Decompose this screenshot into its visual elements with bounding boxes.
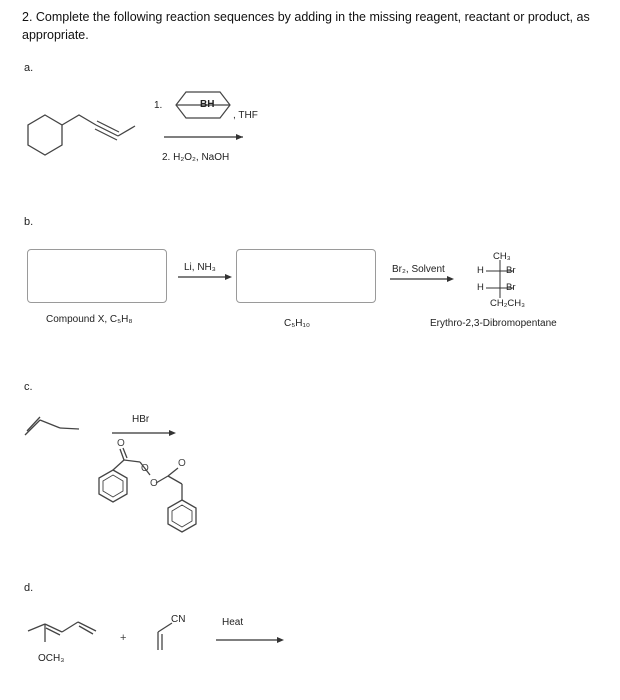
methoxy-diene-structure: [28, 622, 96, 642]
fischer-row2-right: Br: [506, 282, 516, 293]
part-b-reagent1: Li, NH₃: [184, 262, 216, 273]
part-d-scheme: [0, 605, 620, 665]
acrylonitrile-structure: [158, 623, 172, 650]
terminal-methyl: [118, 126, 135, 136]
fischer-row1-left: H: [477, 265, 484, 276]
svg-text:O: O: [141, 463, 149, 474]
svg-text:O: O: [117, 438, 125, 449]
alkyne-triple-bond: [95, 121, 119, 140]
cyclohexane-ring: [28, 115, 62, 155]
part-a-thf-label: , THF: [233, 110, 258, 121]
fischer-row2-left: H: [477, 282, 484, 293]
part-c-scheme: [0, 400, 620, 550]
compound-x-caption: Compound X, C₅H₈: [46, 314, 133, 325]
part-a-borane-label: BH: [200, 99, 215, 110]
part-a-step1-number: 1.: [154, 100, 163, 111]
svg-text:O: O: [178, 458, 186, 469]
fischer-top: CH₃: [493, 251, 511, 262]
question-text: 2. Complete the following reaction sequences by adding in the missing reagent, reactant or product, as appropriate.: [22, 10, 590, 42]
part-c-label: c.: [24, 381, 33, 393]
methoxy-label: OCH₃: [38, 653, 65, 664]
alkyl-chain: [62, 115, 96, 125]
part-b-arrow-1: [176, 272, 236, 282]
svg-text:O: O: [150, 478, 158, 489]
part-d-label: d.: [24, 582, 34, 594]
part-a-label: a.: [24, 62, 34, 74]
answer-box-compound-x[interactable]: [27, 249, 167, 303]
nitrile-label: CN: [171, 614, 186, 625]
part-c-reagent: HBr: [132, 414, 150, 425]
butene-structure: [25, 417, 79, 435]
answer-box-intermediate[interactable]: [236, 249, 376, 303]
part-a-scheme: [0, 80, 620, 180]
part-b-reagent2: Br₂, Solvent: [392, 264, 445, 275]
fischer-row1-right: Br: [506, 265, 516, 276]
part-b-label: b.: [24, 216, 34, 228]
fischer-bottom: CH₂CH₃: [490, 298, 525, 309]
intermediate-caption: C₅H₁₀: [284, 318, 310, 329]
product-name: Erythro-2,3-Dibromopentane: [430, 318, 557, 329]
plus-sign: +: [120, 632, 127, 644]
part-a-step2: 2. H₂O₂, NaOH: [162, 152, 230, 163]
part-b-arrow-2: [388, 274, 460, 284]
part-d-condition: Heat: [222, 617, 244, 628]
